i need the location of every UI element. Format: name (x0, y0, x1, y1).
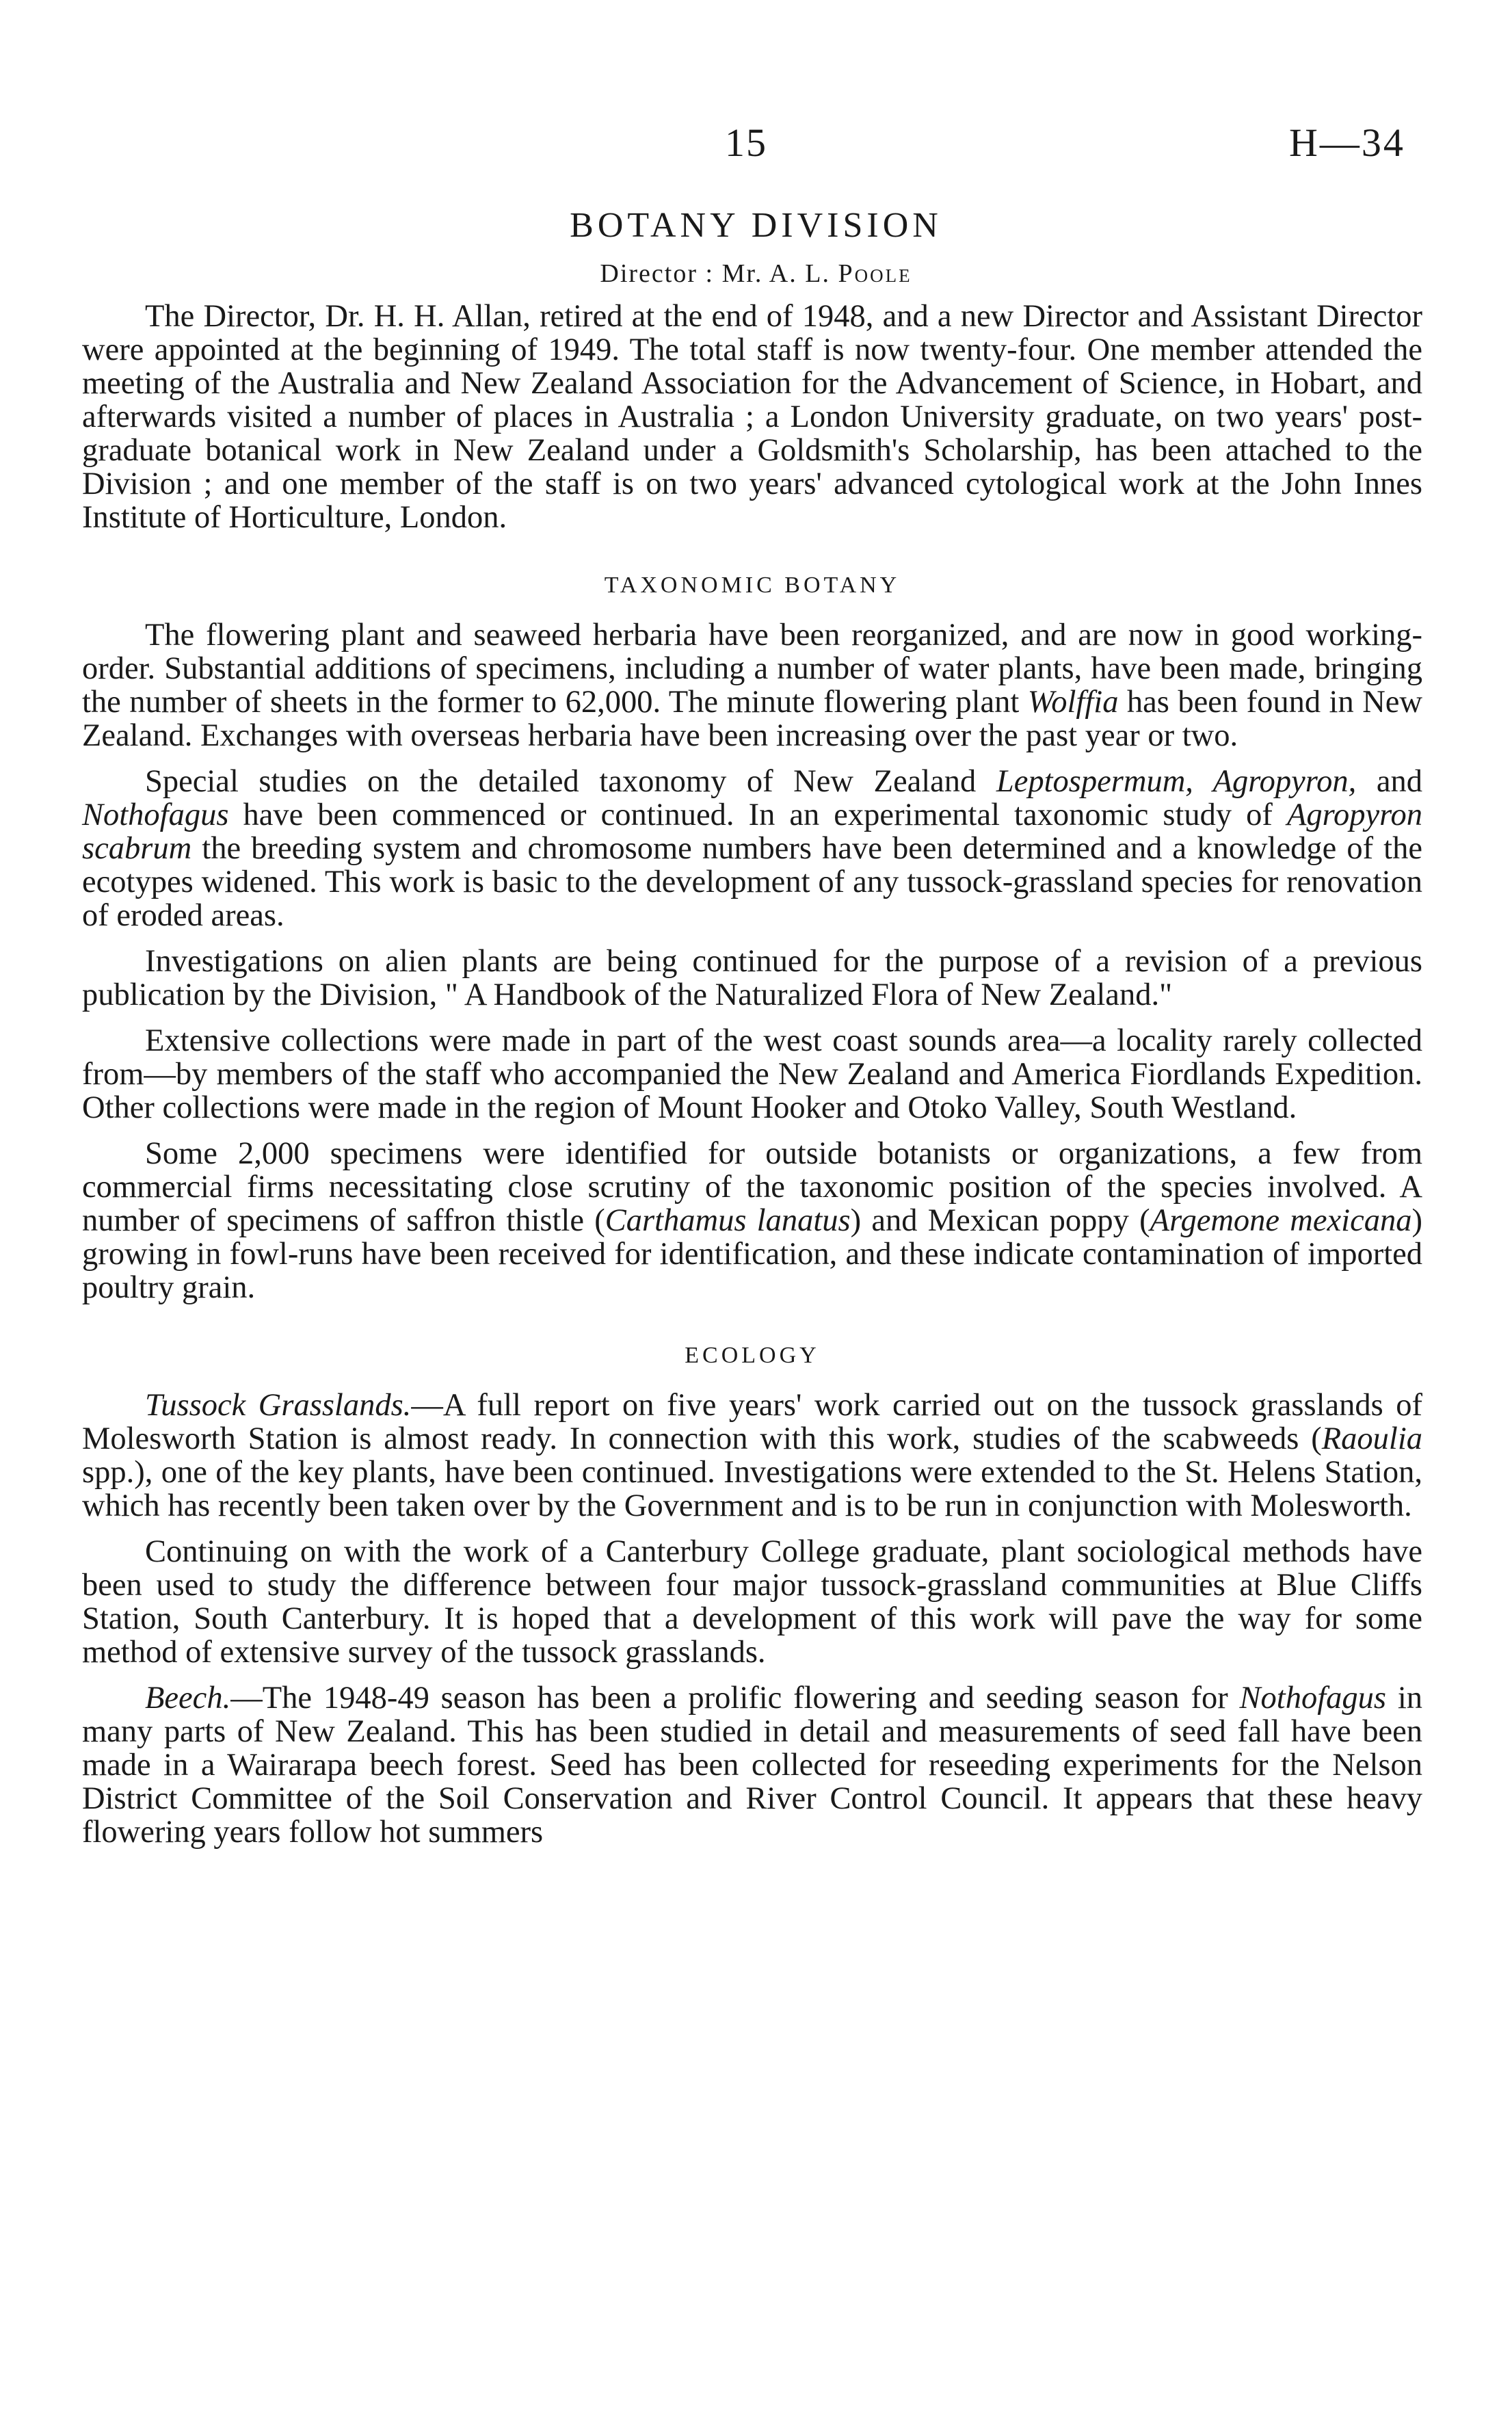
division-title: BOTANY DIVISION (570, 206, 942, 245)
text-run: the breeding system and chromosome numbers have been determined and a knowledge of the ecotypes widened. This work is basic to the development of any tussock-grassland species for renovation of eroded areas. (82, 831, 1422, 933)
italic-term: Tussock Grasslands. (145, 1388, 412, 1423)
italic-term: Leptospermum, Agropyron, (996, 764, 1357, 799)
italic-term: Raoulia (1321, 1421, 1422, 1456)
text-run: have been commenced or continued. In an experimental taxonomic study of (228, 798, 1287, 832)
director-line (0, 259, 1512, 289)
italic-term: Carthamus lanatus (605, 1203, 851, 1238)
text-run: spp.), one of the key plants, have been continued. Investigations were extended to the St. Helens Station, which has recently been taken over by the Government and is to be run in conjunction with Molesworth. (82, 1455, 1422, 1523)
page-number: 15 (725, 120, 767, 165)
paragraph (82, 1137, 1422, 1304)
paragraph (82, 765, 1422, 932)
document-reference: H—34 (1289, 120, 1405, 165)
text-run: has been found in New Zealand. Exchanges with overseas herbaria have been increasing over the past year or two. (82, 685, 1422, 753)
paragraph (82, 618, 1422, 752)
text-run: in many parts of New Zealand. This has been studied in detail and measurements of seed fall have been made in a Wairarapa beech forest. Seed has been collected for reseeding experiments for the Nelson District Committee of the Soil Conservation and River Control Council. It appears that these heavy flowering years follow hot summers (82, 1681, 1422, 1850)
director-name-prefix: Mr. A. L. (721, 259, 830, 288)
italic-term: Wolffia (1027, 685, 1119, 720)
intro-paragraph: The Director, Dr. H. H. Allan, retired at the end of 1948, and a new Director and Assistant Director were appointed at the beginning of 1949. The total staff is now twenty-four. One member attended the meeting of the Australia and New Zealand Association for the Advancement of Science, in Hobart, and afterwards visited a number of places in Australia ; a London University graduate, on two years' post-graduate botanical work in New Zealand under a Goldsmith's Scholarship, has been attached to the Division ; and one member of the staff is on two years' advanced cytological work at the John Innes Institute of Horticulture, London. (82, 299, 1422, 535)
text-run: ) growing in fowl-runs have been received for identification, and these indicate contamination of imported poultry grain. (82, 1203, 1422, 1305)
text-run: ) and Mexican poppy ( (850, 1203, 1150, 1238)
italic-term: Nothofagus (1239, 1681, 1386, 1716)
italic-term: Agropyron scabrum (82, 798, 1422, 866)
italic-term: Beech. (145, 1681, 231, 1716)
text-run: Some 2,000 specimens were identified for outside botanists or organizations, a few from commercial firms necessitating close scrutiny of the taxonomic position of the species involved. A number of specimens of saffron thistle ( (82, 1136, 1422, 1238)
text-run: and (1356, 764, 1422, 799)
section-heading: ECOLOGY (685, 1343, 820, 1368)
text-run: Special studies on the detailed taxonomy of New Zealand (145, 764, 996, 799)
text-run: Extensive collections were made in part of the west coast sounds area—a locality rarely collected from—by members of the staff who accompanied the New Zealand and America Fiordlands Expedition. Other collections were made in the region of Mount Hooker and Otoko Valley, South Westland. (82, 1023, 1422, 1125)
director-surname: Poole (838, 259, 912, 288)
text-run: —A full report on five years' work carried out on the tussock grasslands of Molesworth Station is almost ready. In connection with this work, studies of the scabweeds ( (82, 1388, 1422, 1456)
paragraph (82, 1681, 1422, 1849)
text-run: The flowering plant and seaweed herbaria have been reorganized, and are now in good working-order. Substantial additions of specimens, including a number of water plants, have been made, bringing the number of sheets in the former to 62,000. The minute flowering plant (82, 618, 1422, 720)
text-run: Continuing on with the work of a Canterbury College graduate, plant sociological methods have been used to study the difference between four major tussock-grassland communities at Blue Cliffs Station, South Canterbury. It is hoped that a development of this work will pave the way for some method of extensive survey of the tussock grasslands. (82, 1534, 1422, 1670)
paragraph (82, 1389, 1422, 1523)
italic-term: Argemone mexicana (1150, 1203, 1412, 1238)
section-heading: TAXONOMIC BOTANY (604, 573, 901, 598)
italic-term: Nothofagus (82, 798, 229, 832)
director-label: Director : (600, 259, 715, 288)
text-run: Investigations on alien plants are being continued for the purpose of a revision of a previous publication by the Division, " A Handbook of the Naturalized Flora of New Zealand." (82, 944, 1422, 1012)
text-run: —The 1948-49 season has been a prolific flowering and seeding season for (230, 1681, 1240, 1716)
paragraph (82, 1535, 1422, 1669)
paragraph (82, 945, 1422, 1012)
page-header (0, 120, 1512, 168)
paragraph (82, 1024, 1422, 1125)
body-text (82, 300, 1422, 1849)
